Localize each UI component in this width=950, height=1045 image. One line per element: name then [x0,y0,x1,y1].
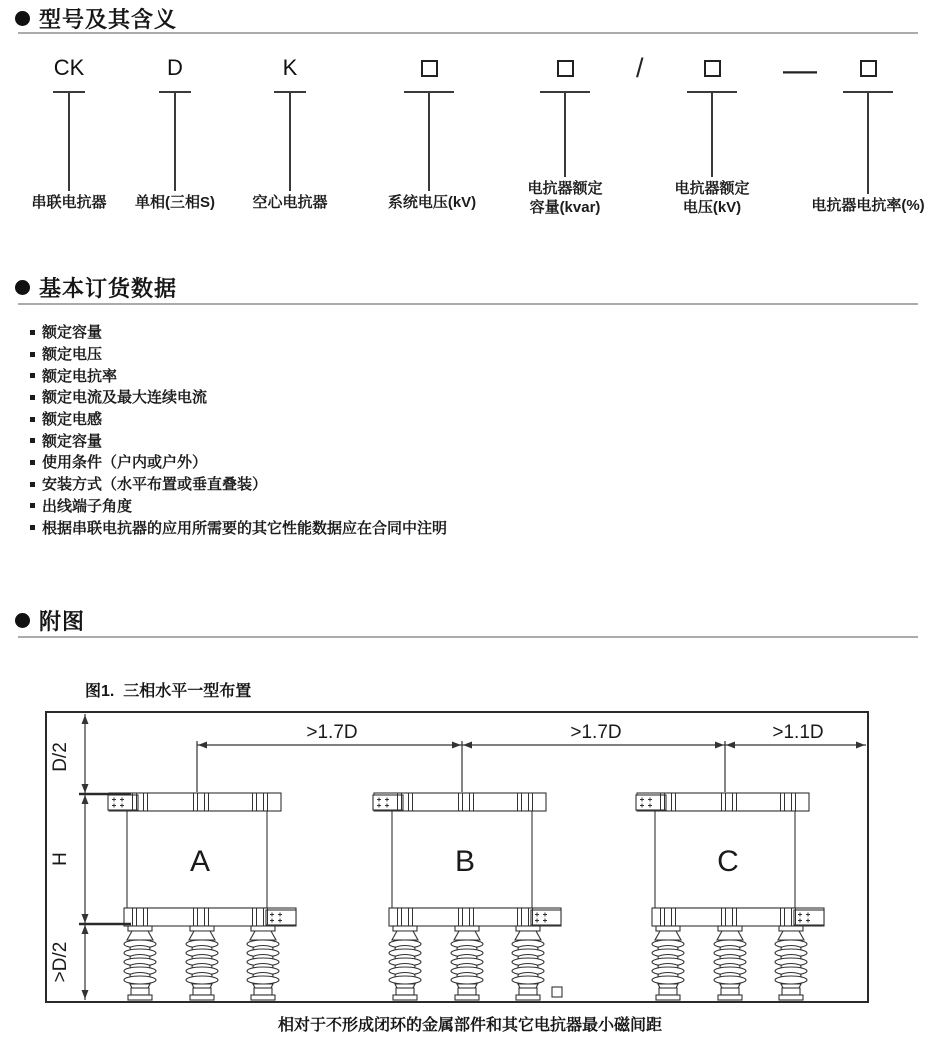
section-header-figure [15,605,85,636]
model-label-reactance-rate: 电抗器电抗率(%) [811,197,925,214]
model-label-k: 空心电抗器 [252,194,328,211]
label-line-2: 容量(kvar) [529,198,601,216]
model-code-ck: CK [53,55,85,80]
section-bullet-icon [15,11,30,26]
dim-label-ab: >1.7D [306,722,358,743]
model-connector-line [68,93,70,191]
section-divider [18,303,918,305]
list-item: 安装方式（水平布置或垂直叠装） [30,473,447,495]
figure-drawing [0,700,950,1012]
model-connector-line [564,93,566,177]
section-divider [18,636,918,638]
left-dimension-chain [50,714,131,1000]
bullet-dot-icon [30,438,35,443]
metal-part-square [552,987,562,997]
list-item: 额定电压 [30,343,447,365]
reactor-c-label: C [717,845,739,878]
dim-label-c-edge: >1.1D [772,722,824,743]
bullet-dot-icon [30,395,35,400]
dash-separator: — [783,51,817,89]
section-header-ordering [15,272,177,303]
label-line-1: 电抗器额定 [674,180,750,197]
label-line-2: 电压(kV) [682,198,742,216]
model-label-ck: 串联电抗器 [31,194,107,211]
list-item: 出线端子角度 [30,495,447,517]
dim-label-gtd2: >D/2 [50,941,71,983]
dim-label-h: H [50,852,71,866]
bullet-dot-icon [30,373,35,378]
model-code-d: D [167,55,183,80]
model-connector-line [428,93,430,191]
model-box-placeholder [860,60,877,77]
slash-separator: / [636,53,644,83]
bullet-dot-icon [30,417,35,422]
list-item: 额定容量 [30,321,447,343]
bullet-dot-icon [30,460,35,465]
model-connector-line [711,93,713,177]
bullet-dot-icon [30,330,35,335]
reactor-b-drawing [373,793,561,1000]
section-title: 基本订货数据 [39,276,178,301]
model-code-k: K [282,55,298,80]
bullet-dot-icon [30,482,35,487]
section-divider [18,32,918,34]
reactor-a-drawing [108,793,296,1000]
ordering-data-list [30,321,447,538]
reactor-b-label: B [454,845,476,878]
model-box-placeholder [421,60,438,77]
section-title: 附图 [39,609,86,634]
figure-caption: 相对于不形成闭环的金属部件和其它电抗器最小磁间距 [277,1017,662,1034]
model-connector-line [289,93,291,191]
list-item: 额定电流及最大连续电流 [30,386,447,408]
section-title: 型号及其含义 [39,7,178,32]
top-dimension-chain [197,722,866,792]
list-item: 额定电抗率 [30,364,447,386]
list-item: 根据串联电抗器的应用所需要的其它性能数据应在合同中注明 [30,516,447,538]
dim-label-bc: >1.7D [570,722,622,743]
bullet-dot-icon [30,525,35,530]
section-bullet-icon [15,280,30,295]
model-label-d: 单相(三相S) [135,194,215,211]
figure-title: 图1. 三相水平一型布置 [85,683,252,700]
model-connector-line [174,93,176,191]
bullet-dot-icon [30,503,35,508]
model-box-placeholder [557,60,574,77]
dim-label-d2: D/2 [50,742,71,772]
model-label-rated-capacity [490,180,640,217]
list-item: 额定电感 [30,408,447,430]
bullet-dot-icon [30,352,35,357]
model-connector-line [867,93,869,194]
list-item: 额定容量 [30,429,447,451]
label-line-1: 电抗器额定 [527,180,603,197]
model-box-placeholder [704,60,721,77]
model-label-system-voltage: 系统电压(kV) [387,194,477,211]
reactor-c-drawing [636,793,824,1000]
reactor-a-label: A [189,845,211,878]
model-label-rated-voltage [637,180,787,217]
section-bullet-icon [15,613,30,628]
section-header-model [15,3,177,34]
list-item: 使用条件（户内或户外） [30,451,447,473]
